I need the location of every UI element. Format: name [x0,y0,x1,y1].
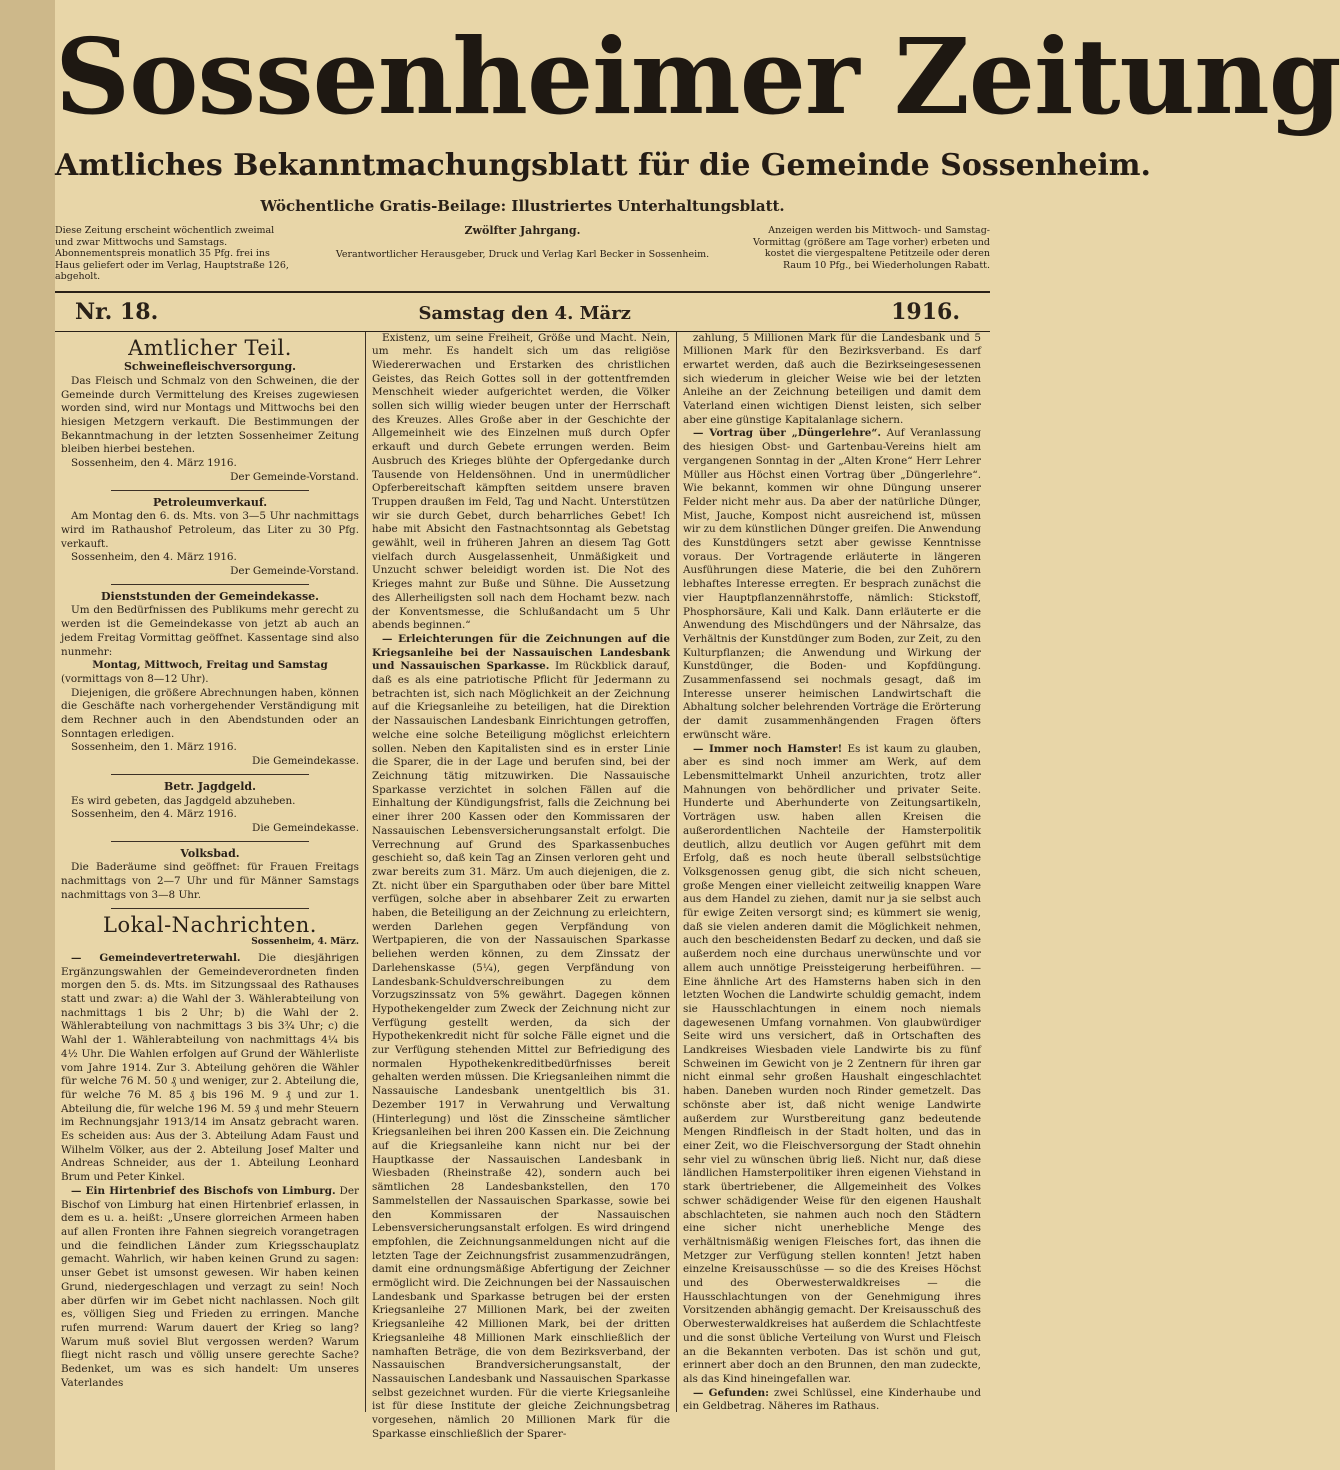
publisher-info [295,225,750,283]
publisher-line: Verantwortlicher Herausgeber, Druck und Verlag Karl Becker in Sossenheim. [335,248,710,260]
divider [111,841,309,842]
notice-pork-sign: Der Gemeinde-Vorstand. [230,470,359,483]
notice-bath-text: Die Baderäume sind geöffnet: für Frauen Freitags nachmittags von 2—7 Uhr und für Männer Samstags nachmittags von 3—8 Uhr. [61,861,359,901]
headline-hunting: Betr. Jagdgeld. [164,779,256,793]
notice-pork-text: Das Fleisch und Schmalz von den Schweinen, die der Gemeinde durch Vermittelung des Kreises zugewiesen worden sind, wird nur Montags und Mittwochs bei den hiesigen Metzgern verkauft. Die Bestimmungen der Bekanntmachung in der letzten Sossenheimer Zeitung bleiben hierbei bestehen. [61,374,359,456]
divider [111,490,309,491]
article-warloan [372,633,670,1441]
divider [111,584,309,585]
article-found-lead: — Gefunden: [693,1386,769,1399]
issue-date: Samstag den 4. März [418,302,631,324]
info-bar [55,225,990,283]
notice-treasury-text2: Diejenigen, die größere Abrechnungen haben, können die Geschäfte nach vorhergehender Verständigung mit dem Rechner auch in den Abendstunden oder an Sonntagen erledigen. [61,686,359,740]
notice-treasury-sign: Die Gemeindekasse. [252,755,359,768]
notice-treasury-days: Montag, Mittwoch, Freitag und Samstag [92,659,328,672]
divider [111,774,309,775]
column-1 [55,332,365,1412]
headline-treasury: Dienststunden der Gemeindekasse. [101,589,319,603]
article-columns [55,331,990,1440]
newspaper-subtitle: Amtliches Bekanntmachungsblatt für die Gemeinde Sossenheim. [55,148,1151,183]
page-binding [0,0,55,1470]
article-warloan-cont: zahlung, 5 Millionen Mark für die Landesbank und 5 Millionen Mark für den Bezirksverband. Es darf erwartet werden, daß auch die Bezirkseingesessenen sich wiederum in gleicher Weise wie bei der letzten Anleihe an der Zeichnung beteiligen und damit dem Vaterland einen wichtigen Dienst leisten, sich selber aber eine günstige Kapitalanlage sichern. [683,331,981,426]
notice-hunting-sign: Die Gemeindekasse. [252,822,359,834]
notice-petroleum-place: Sossenheim, den 4. März 1916. [71,551,237,564]
headline-pork: Schweinefleischversorgung. [123,360,297,374]
issue-number: Nr. 18. [75,298,159,325]
article-pastoral-text: Der Bischof von Limburg hat einen Hirtenbrief erlassen, in dem es u. a. heißt: „Unsere glorreichen Armeen haben auf allen Fronten ihre Fahnen siegreich vorangetragen und die feindlichen Länder zum Kriegsschauplatz gemacht. Wahrlich, wir haben keinen Grund zu sagen: unser Gebet ist umsonst gewesen. Wir haben keinen Grund, niedergeschlagen und verzagt zu sein! Noch aber dürfen wir im Gebet nicht nachlassen. Noch gilt es, völligen Sieg und Frieden zu erringen. Manche rufen murrend: Warum dauert der Krieg so lang? Warum muß soviel Blut vergossen werden? Warum fliegt nicht rasch und völlig unsere gerechte Sache? Bedenket, um was es sich handelt: Um unseres Vaterlandes [61,1184,359,1389]
article-warloan-lead: — Erleichterungen für die Zeichnungen auf die Kriegsanleihe bei der Nassauischen Landesbank und Nassauischen Sparkasse. [372,632,670,673]
volume-year: Zwölfter Jahrgang. [464,224,581,237]
notice-pork-place: Sossenheim, den 4. März 1916. [71,457,237,470]
notice-petroleum-text: Am Montag den 6. ds. Mts. von 3—5 Uhr nachmittags wird im Rathaushof Petroleum, das Liter zu 30 Pfg. verkauft. [61,510,359,550]
newspaper-title: Sossenheimer Zeitung [55,15,1340,138]
article-fertilizer [683,427,981,742]
article-warloan-text: Im Rückblick darauf, daß es als eine patriotische Pflicht für Jedermann zu betrachten ist, sich nach Möglichkeit an der Zeichnung auf die Kriegsanleihe zu beteiligen, hat die Direktion der Nassauischen Landesbank Einrichtungen getroffen, welche eine solche Beteiligung möglichst erleichtern sollen. Neben den Kapitalisten sind es in erster Linie die Sparer, die in der Lage und berufen sind, bei der Zeichnung tätig mitzuwirken. Die Nassauische Sparkasse verzichtet in solchen Fällen auf die Einhaltung der Kündigungsfrist, falls die Zeichnung bei einer ihrer 200 Kassen oder den Kommissaren der Nassauischen Lebensversicherungsanstalt erfolgt. Die Verrechnung auf Grund des Sparkassenbuches geschieht so, daß kein Tag an Zinsen verloren geht und zwar bereits zum 31. März. Um auch diejenigen, die z. Zt. nicht über ein Sparguthaben oder über bare Mittel verfügen, solche aber in absehbarer Zeit zu erwarten haben, die Beteiligung an der Zeichnung zu erleichtern, werden Darlehen gegen Verpfändung von Wertpapieren, die von der Nassauischen Sparkasse beliehen werden können, zu dem Zinssatz der Darlehenskasse (5¼), gegen Verpfändung von Landesbank-Schuldverschreibungen zu dem Vorzugszinssatz von 5% gewährt. Dagegen können Hypothekengelder zum Zweck der Zeichnung nicht zur Verfügung gestellt werden, da sich der Hypothekenkredit nicht für solche Fälle eignet und die zur Verfügung stehenden Mittel zur Befriedigung des normalen Hypothekenkreditbedürfnisses bereit gehalten werden müssen. Die Kriegsanleihen nimmt die Nassauische Landesbank unentgeltlich bis 31. Dezember 1917 in Verwahrung und Verwaltung (Hinterlegung) und löst die Zinsscheine sämtlicher Kriegsanleihen bei ihren 200 Kassen ein. Die Zeichnung auf die Kriegsanleihe kann nicht nur bei der Hauptkasse der Nassauischen Landesbank in Wiesbaden (Rheinstraße 42), sondern auch bei sämtlichen 28 Landesbankstellen, den 170 Sammelstellen der Nassauischen Sparkasse, sowie bei den Kommissaren der Nassauischen Lebensversicherungsanstalt erfolgen. Es wird dringend empfohlen, die Zeichnungsanmeldungen nicht auf die letzten Tage der Zeichnungsfrist zusammenzudrängen, damit eine ordnungsmäßige Abfertigung der Zeichner ermöglicht wird. Die Zeichnungen bei der Nassauischen Landesbank und Sparkasse betrugen bei der ersten Kriegsanleihe 27 Millionen Mark, bei der zweiten Kriegsanleihe 42 Millionen Mark, bei der dritten Kriegsanleihe 48 Millionen Mark einschließlich der namhaften Beträge, die von dem Bezirksverband, der Nassauischen Brandversicherungsanstalt, der Nassauischen Landesbank und Nassauischen Sparkasse selbst gezeichnet wurden. Für die vierte Kriegsanleihe ist für diese Institute der gleiche Zeichnungsbetrag vorgesehen, nämlich 20 Millionen Mark für die Sparkasse einschließlich der Sparer- [372,660,670,1440]
section-local: Lokal-Nachrichten. [103,912,317,937]
column-2 [365,331,676,1440]
notice-treasury-hours: (vormittags von 8—12 Uhr). [61,672,209,685]
article-fertilizer-text: Auf Veranlassung des hiesigen Obst- und Gartenbau-Vereins hielt am vergangenen Sonntag in der „Alten Krone“ Herr Lehrer Müller aus Höchst einen Vortrag über „Düngerlehre“. Wie bekannt, kommen wir ohne Düngung unserer Felder nicht mehr aus. Da aber der natürliche Dünger, Mist, Jauche, Kompost nicht ausreichend ist, müssen wir zu dem künstlichen Dünger greifen. Die Anwendung des Kunstdüngers setzt aber gewisse Kenntnisse voraus. Der Vortragende erläuterte in längeren Ausführungen diese Materie, die bei den Zuhörern lebhaftes Interesse erregten. Er besprach zunächst die vier Hauptpflanzennährstoffe, nämlich: Stickstoff, Phosphorsäure, Kali und Kalk. Dann erläuterte er die Anwendung des Mischdüngers und der Nährsalze, das Verhältnis der Kunstdünger zum Boden, zur Zeit, zu den Kulturpflanzen; die Anwendung und Wirkung der Kunstdünger, die Boden- und Kopfdüngung. Zusammenfassend sei nochmals gesagt, daß im Interesse unserer heimischen Landwirtschaft die Abhaltung solcher belehrenden Vorträge die Erörterung der damit zusammenhängenden Fragen öfters erwünscht wäre. [683,427,982,741]
article-election-text: Die diesjährigen Ergänzungswahlen der Gemeindeverordneten finden morgen den 5. ds. Mts. im Sitzungssaal des Rathauses statt und zwar: a) die Wahl der 3. Wählerabteilung von nachmittags 1 bis 2 Uhr; b) die Wahl der 2. Wählerabteilung von nachmittags 3 bis 3¾ Uhr; c) die Wahl der 1. Wählerabteilung von nachmittags 4¼ bis 4½ Uhr. Die Wahlen erfolgen auf Grund der Wählerliste vom Jahre 1914. Zur 3. Abteilung gehören die Wähler für welche 76 M. 50 ₰ und weniger, zur 2. Abteilung die, für welche 76 M. 85 ₰ bis 196 M. 9 ₰ und zur 1. Abteilung die, für welche 196 M. 59 ₰ und mehr Steuern im Rechnungsjahr 1913/14 im Ansatz gebracht waren. Es scheiden aus: Aus der 3. Abteilung Adam Faust und Wilhelm Völker, aus der 2. Abteilung Josef Malter und Andreas Schneider, aus der 1. Abteilung Leonhard Brum und Peter Kinkel. [61,951,359,1184]
article-hamster-lead: — Immer noch Hamster! [693,742,843,755]
subscription-info: Diese Zeitung erscheint wöchentlich zweimal und zwar Mittwochs und Samstags. Abonnementspreis monatlich 35 Pfg. frei ins Haus geliefert oder im Verlag, Hauptstraße 126, abgeholt. [55,225,289,282]
article-election [61,952,359,1185]
section-official: Amtlicher Teil. [128,335,292,360]
local-dateline: Sossenheim, 4. März. [251,937,359,948]
newspaper-page [55,0,1340,1470]
notice-petroleum-sign: Der Gemeinde-Vorstand. [230,565,359,578]
supplement-line: Wöchentliche Gratis-Beilage: Illustriertes Unterhaltungsblatt. [260,197,785,215]
advertising-info: Anzeigen werden bis Mittwoch- und Samstag-Vormittag (größere am Tage vorher) erbeten und kostet die viergespaltene Petitzeile oder deren Raum 10 Pfg., bei Wiederholungen Rabatt. [753,225,990,271]
notice-treasury-text: Um den Bedürfnissen des Publikums mehr gerecht zu werden ist die Gemeindekasse von jetzt ab auch an jedem Freitag Vormittag geöffnet. Kassentage sind also nunmehr: [61,604,359,658]
article-pastoral-cont: Existenz, um seine Freiheit, Größe und Macht. Nein, um mehr. Es handelt sich um das religiöse Wiedererwachen und Erstarken des christlichen Geistes, das Reich Gottes soll in der gottentfremden Menschheit wieder aufgerichtet werden, die Völker sollen sich willig wieder beugen unter der Herrschaft des Kreuzes. Alles Große aber in der Geschichte der Allgemeinheit wie des Einzelnen muß durch Opfer erkauft und durch Gebete errungen werden. Beim Ausbruch des Krieges blühte der Opfergedanke durch Tausende von Heldensöhnen. Und in unermüdlicher Opferbereitschaft kämpften seitdem unsere braven Truppen draußen im Feld, Tag und Nacht. Unterstützen wir sie durch Gebet, durch beharrliches Gebet! Ich habe mit Absicht den Fastnachtsonntag als Gebetstag gewählt, weil in früheren Jahren an diesem Tag Gott vielfach durch Ausgelassenheit, Unmäßigkeit und Unzucht schwer beleidigt worden ist. Die Not des Krieges mahnt zur Buße und Sühne. Die Aussetzung des Allerheiligsten soll nach dem Hochamt bezw. nach der Konventsmesse, die Schlußandacht um 5 Uhr abends beginnen.“ [372,331,670,632]
headline-petroleum: Petroleumverkauf. [152,495,268,509]
notice-treasury-place: Sossenheim, den 1. März 1916. [71,741,237,754]
notice-hunting-text: Es wird gebeten, das Jagdgeld abzuheben. [71,794,296,807]
divider [111,908,309,909]
article-hamster-text: Es ist kaum zu glauben, aber es sind noch immer am Werk, auf dem Lebensmittelmarkt Unheil anzurichten, trotz aller Mahnungen von behördlicher und privater Seite. Hunderte und Aberhunderte von Zeitungsartikeln, Vorträgen usw. haben allen Kreisen die außerordentlichen Nachteile der Hamsterpolitik deutlich, allzu deutlich vor Augen geführt mit dem Erfolg, daß es noch heute überall selbstsüchtige Volksgenossen genug gibt, die sich nicht scheuen, große Mengen einer vielleicht zeitweilig knappen Ware aus dem Handel zu ziehen, damit nur ja sie selbst auch für ewige Zeiten versorgt sind; es kümmert sie wenig, daß sie vielen anderen damit die Möglichkeit nehmen, auch den bescheidensten Bedarf zu decken, und daß sie außerdem noch eine durchaus unerwünschte und vor allem auch unnötige Preissteigerung herbeiführen. — Eine ähnliche Art des Hamsterns haben sich in den letzten Wochen die Landwirte schuldig gemacht, indem sie Hausschlachtungen in einem noch niemals dagewesenen Umfang vornahmen. Von glaubwürdiger Seite wird uns versichert, daß in Ortschaften des Landkreises Wiesbaden viele Landwirte bis zu fünf Schweinen im Gewicht von je 2 Zentnern für ihren gar nicht einmal sehr großen Haushalt eingeschlachtet haben. Daneben wurden noch Rinder gemetzelt. Das schönste aber ist, daß nicht wenige Landwirte außerdem zur Wurstbereitung ganz bedeutende Mengen Rindfleisch in der Stadt holten, und das in einer Zeit, wo die Fleischversorgung der Stadt ohnehin sehr viel zu wünschen übrig ließ. Nicht nur, daß diese ländlichen Hamsterpolitiker ihren eigenen Viehstand in stark übertriebener, die Allgemeinheit des Volkes schwer schädigender Weise für den eigenen Haushalt abschlachteten, sie nahmen auch noch den Städtern eine sicher nicht unerhebliche Menge des verhältnismäßig wenigen Fleisches fort, das ihnen die Metzger zur Verfügung stellen konnten! Jetzt haben einzelne Kreisausschüsse — so die des Kreises Höchst und des Oberwesterwaldkreises — die Hausschlachtungen von der Genehmigung ihres Vorsitzenden abhängig gemacht. Der Kreisausschuß des Oberwesterwaldkreises hat außerdem die Schlachtfeste und die sonst übliche Verteilung von Wurst und Fleisch an die Bekannten verboten. Das ist schön und gut, erinnert aber doch an den Brunnen, den man zudeckte, als das Kind hineingefallen war. [683,742,981,1385]
article-election-lead: — Gemeindevertreterwahl. [71,951,241,964]
article-pastoral [61,1185,359,1391]
article-pastoral-lead: — Ein Hirtenbrief des Bischofs von Limburg. [71,1184,336,1197]
headline-bath: Volksbad. [180,846,240,860]
article-found [683,1387,981,1414]
issue-year: 1916. [891,298,960,325]
issue-dateline [55,293,990,329]
column-3 [676,332,987,1412]
article-found-text: zwei Schlüssel, eine Kinderhaube und ein Geldbetrag. Näheres im Rathaus. [683,1386,981,1413]
article-hamster [683,743,981,1387]
article-fertilizer-lead: — Vortrag über „Düngerlehre“. [693,427,882,440]
notice-hunting-place: Sossenheim, den 4. März 1916. [71,808,237,821]
